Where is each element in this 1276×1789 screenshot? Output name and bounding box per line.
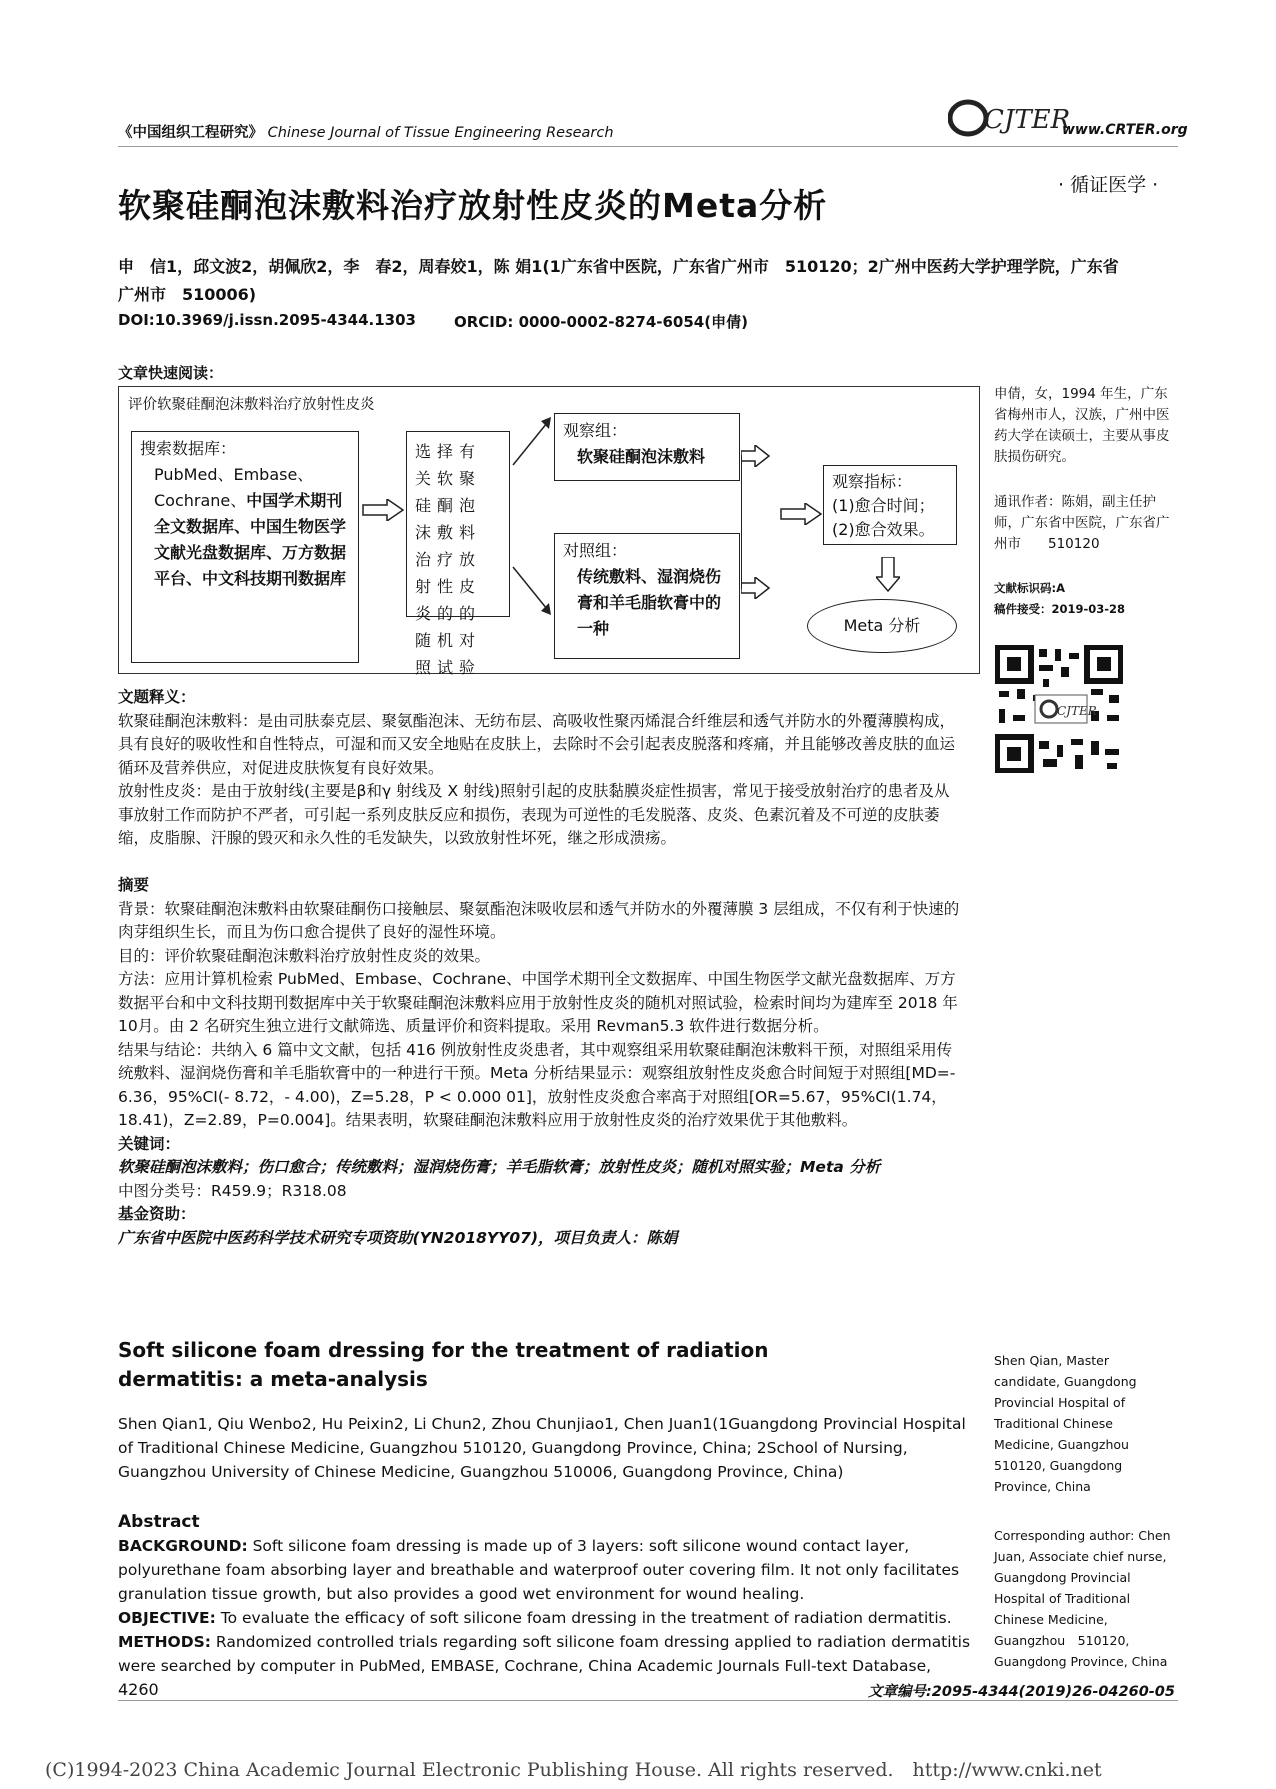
abstract-methods: 方法：应用计算机检索 PubMed、Embase、Cochrane、中国学术期刊全文数据库、中国生物医学文献光盘数据库、万方数据平台和中文科技期刊数据库中关于软聚硅酮泡沫敷料应用于放射性皮炎的随机对照试验，检索时间均为建库至 2018 年 10月。由 2 名研究生独立进行文献筛选、质量评价和资料提取。采用 Revman5.3 软件进行数据分析。 xyxy=(118,970,958,1035)
article-number: 文章编号:2095-4344(2019)26-04260-05 xyxy=(868,1684,1175,1700)
arrow-up-right xyxy=(511,415,553,467)
corresponding-author: 通讯作者：陈娟，副主任护师，广东省中医院，广东省广州市 510120 xyxy=(994,494,1170,552)
section-tag: · 循证医学 · xyxy=(1058,174,1159,196)
english-title: Soft silicone foam dressing for the treatment of radiation dermatitis: a meta-analysis xyxy=(118,1338,769,1391)
search-databases-bold: 中国学术期刊全文数据库、中国生物医学文献光盘数据库、万方数据平台、中文科技期刊数据库 xyxy=(154,491,347,588)
bg-text: Soft silicone foam dressing is made up of 3 layers: soft silicone wound contact layer, polyurethane foam absorbing layer and breathable and waterproof outer covering film. It not only facilitates granulation tissue growth, but also provides a good wet environment for wound healing. xyxy=(118,1537,960,1603)
control-group-text: 传统敷料、湿润烧伤膏和羊毛脂软膏中的一种 xyxy=(577,567,722,638)
english-corresponding-author: Corresponding author: Chen Juan, Associate chief nurse, Guangdong Provincial Hospital of Traditional Chinese Medicine, Guangzhou 510120, Guangdong Province, China xyxy=(994,1528,1171,1669)
abstract-objective: 目的：评价软聚硅酮泡沫敷料治疗放射性皮炎的效果。 xyxy=(118,946,491,965)
journal-name-en: Chinese Journal of Tissue Engineering Research xyxy=(267,125,614,141)
search-databases-box xyxy=(131,431,359,663)
control-group-label: 对照组： xyxy=(563,541,628,560)
abstract-en xyxy=(118,1510,978,1678)
footer-divider xyxy=(118,1700,1178,1701)
indicators-box xyxy=(823,465,957,545)
keywords: 软聚硅酮泡沫敷料；伤口愈合；传统敷料；湿润烧伤膏；羊毛脂软膏；放射性皮炎；随机对照实验；Meta 分析 xyxy=(118,1158,881,1176)
meta-analysis-ellipse: Meta 分析 xyxy=(807,599,957,653)
definition-1: 软聚硅酮泡沫敷料：是由司肤泰克层、聚氨酯泡沫、无纺布层、高吸收性聚丙烯混合纤维层和透气并防水的外覆薄膜构成，具有良好的吸收性和自性特点，可湿和而又安全地贴在皮肤上，去除时不会引起表皮脱落和疼痛，并且能够改善皮肤的血运循环及营养供应，对促进皮肤恢复有良好效果。 xyxy=(118,711,956,777)
doi[interactable]: DOI:10.3969/j.issn.2095-4344.1303 xyxy=(118,311,416,329)
arrow-down-right xyxy=(511,565,553,617)
observation-group-box xyxy=(554,413,740,481)
indicator-2: (2)愈合效果。 xyxy=(832,520,935,539)
definitions-heading: 文题释义： xyxy=(118,688,196,706)
indicators-label: 观察指标： xyxy=(832,472,913,491)
article-title: 软聚硅酮泡沫敷料治疗放射性皮炎的Meta分析 xyxy=(118,186,828,225)
arrow-down-meta xyxy=(876,557,900,593)
abstract-en-heading: Abstract xyxy=(118,1512,200,1532)
clc-number: 中图分类号：R459.9；R318.08 xyxy=(118,1181,347,1200)
control-group-box xyxy=(554,533,740,659)
arrow-ctrl-right xyxy=(741,577,771,599)
journal-name-cn: 《中国组织工程研究》 xyxy=(118,125,263,141)
indicator-1: (1)愈合时间； xyxy=(832,496,935,515)
observation-group-label: 观察组： xyxy=(563,421,628,440)
bg-label: BACKGROUND: xyxy=(118,1537,248,1555)
orcid[interactable]: ORCID: 0000-0002-8274-6054(申倩) xyxy=(454,313,748,331)
definition-2: 放射性皮炎：是由于放射线(主要是β和γ 射线及 X 射线)照射引起的皮肤黏膜炎症性损害，常见于接受放射治疗的患者及从事放射工作而防护不严者，可引起一系列皮肤反应和损伤，表现为可逆性的毛发脱落、皮炎、色素沉着及不可逆的皮肤萎缩，皮脂腺、汗腺的毁灭和永久性的毛发缺失，以致放射性坏死，继之形成溃疡。 xyxy=(118,782,950,847)
observation-group-text: 软聚硅酮泡沫敷料 xyxy=(577,447,706,466)
journal-header xyxy=(118,121,614,142)
flowchart xyxy=(118,386,980,677)
english-author-bio: Shen Qian, Master candidate, Guangdong Provincial Hospital of Traditional Chinese Medicine, Guangzhou 510120, Guangdong Province, China xyxy=(994,1353,1137,1494)
copyright: (C)1994-2023 China Academic Journal Electronic Publishing House. All rights reserved. http://www.cnki.net xyxy=(45,1759,1102,1781)
abstract-background: 背景：软聚硅酮泡沫敷料由软聚硅酮伤口接触层、聚氨酯泡沫吸收层和透气并防水的外覆薄膜 3 层组成，不仅有利于快速的肉芽组织生长，而且为伤口愈合提供了良好的湿性环境。 xyxy=(118,899,960,941)
arrow-right-1 xyxy=(361,499,405,521)
search-label: 搜索数据库： xyxy=(140,439,237,458)
english-authors: Shen Qian1, Qiu Wenbo2, Hu Peixin2, Li Chun2, Zhou Chunjiao1, Chen Juan1(1Guangdong Provincial Hospital of Traditional Chinese Medicine, Guangzhou 510120, Guangdong Province, China; 2School of Nursing, Guangzhou University of Chinese Medicine, Guangzhou 510006, Guangdong Province, China) xyxy=(118,1415,966,1481)
received-date: 稿件接受：2019-03-28 xyxy=(994,602,1126,616)
abstract-cn xyxy=(118,874,962,1250)
author-bio: 申倩，女，1994 年生，广东省梅州市人，汉族，广州中医药大学在读硕士，主要从事皮肤损伤研究。 xyxy=(994,386,1170,465)
connector-vertical xyxy=(741,455,743,589)
qr-code[interactable] xyxy=(995,645,1123,773)
authors-line-1: 申 信1，邱文波2，胡佩欣2，李 春2，周春姣1，陈 娟1(1广东省中医院，广东省广州市 510120；2广州中医药大学护理学院，广东省 xyxy=(118,257,1119,276)
select-rct-box: 选择有关软聚硅酮泡沫敷料治疗放射性皮炎的的随机对照试验 xyxy=(406,431,510,617)
meth-label: METHODS: xyxy=(118,1633,211,1651)
arrow-obs-right xyxy=(741,445,771,467)
definitions xyxy=(118,686,962,851)
obj-text: To evaluate the efficacy of soft silicone foam dressing in the treatment of radiation dermatitis. xyxy=(215,1609,952,1627)
authors xyxy=(118,253,1178,309)
qr-logo-text: CJTER xyxy=(1057,704,1097,718)
funding: 广东省中医院中医药科学技术研究专项资助(YN2018YY07)，项目负责人：陈娟 xyxy=(118,1228,678,1247)
obj-label: OBJECTIVE: xyxy=(118,1609,216,1627)
page-number: 4260 xyxy=(118,1680,159,1699)
header-divider xyxy=(118,146,1178,147)
authors-line-2: 广州市 510006) xyxy=(118,285,257,304)
keywords-label: 关键词： xyxy=(118,1134,181,1153)
meth-text: Randomized controlled trials regarding soft silicone foam dressing applied to radiation dermatitis were searched by computer in PubMed, EMBASE, Cochrane, China Academic Journals Full-text Database, xyxy=(118,1633,971,1675)
quick-read-label: 文章快速阅读： xyxy=(118,364,224,382)
flowchart-title: 评价软聚硅酮泡沫敷料治疗放射性皮炎 xyxy=(128,397,375,413)
document-code: 文献标识码:A xyxy=(994,581,1065,595)
logo-text: CJTER xyxy=(984,105,1071,135)
arrow-into-indicators xyxy=(779,503,823,525)
abstract-heading: 摘要 xyxy=(118,876,150,894)
journal-url[interactable]: www.CRTER.org xyxy=(1062,122,1188,138)
search-databases-plain: PubMed、Embase、Cochrane、 xyxy=(154,465,314,510)
funding-label: 基金资助： xyxy=(118,1205,196,1223)
abstract-results: 结果与结论：共纳入 6 篇中文文献，包括 416 例放射性皮炎患者，其中观察组采用软聚硅酮泡沫敷料干预，对照组采用传统敷料、湿润烧伤膏和羊毛脂软膏中的一种进行干预。Meta 分析结果显示：观察组放射性皮炎愈合时间短于对照组[MD=- 6.36，95%CI(- 8.72，- 4.00)，Z=5.28，P < 0.000 01]，放射性皮炎愈合率高于对照组[OR=5.67，95%CI(1.74，18.41)，Z=2.89，P=0.004]。结果表明，软聚硅酮泡沫敷料应用于放射性皮炎的治疗效果优于其他敷料。 xyxy=(118,1040,956,1129)
